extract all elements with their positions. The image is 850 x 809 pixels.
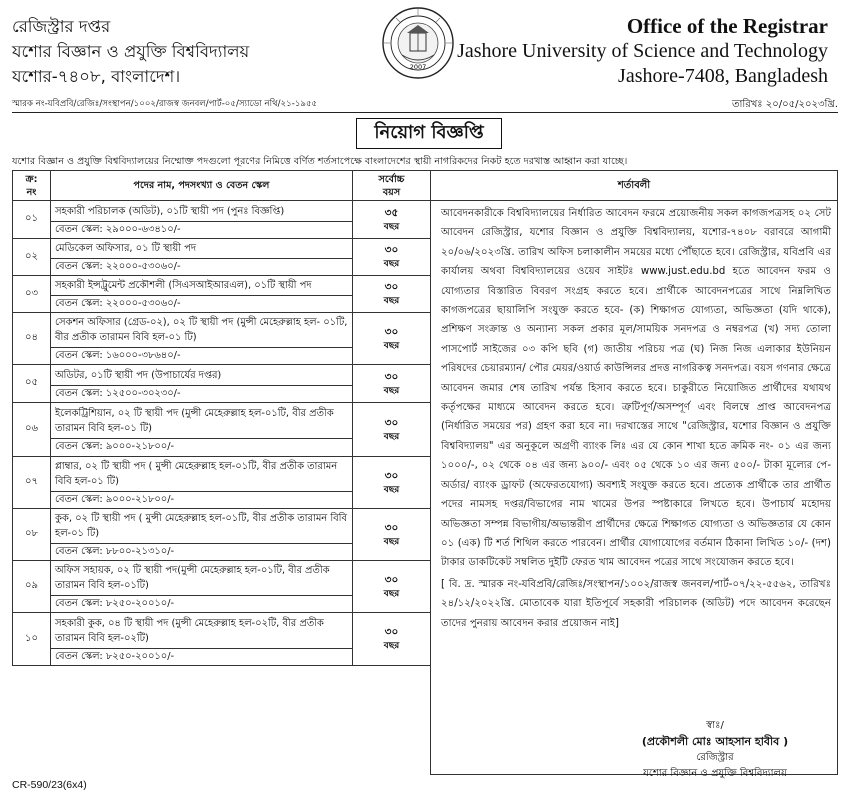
row-max-age xyxy=(353,239,431,276)
age-value: ৩৫ xyxy=(384,206,399,219)
office-name-bn: রেজিস্ট্রার দপ্তর xyxy=(12,17,111,36)
post-name: সহকারী পরিচালক (অডিট), ০১টি স্থায়ী পদ (পুনঃ বিজ্ঞপ্তি) xyxy=(55,205,285,217)
logo-year: 2007 xyxy=(409,63,427,71)
pay-scale: বেতন স্কেল: ৮২৫০-২০০১০/- xyxy=(51,595,352,612)
signatory-name: (প্রকৌশলী মোঃ আহসান হাবীব ) xyxy=(641,735,789,748)
terms-note: [ বি. দ্র. স্মারক নং-যবিপ্রবি/রেজিঃ/সংস্থাপন/১০০২/রাজস্ব জনবল/পার্ট-০৭/২২-৫৫৬২, তারিখঃ ২৪/১২/২০২২খ্রি. মোতাবেক যারা ইতিপূর্বে সহকারী পরিচালক (অডিট) পদে আবেদন করেছেন তাদের পুনরায় আবেদন করার প্রয়োজন নাই] xyxy=(441,578,831,629)
row-serial: ০৫ xyxy=(13,365,51,403)
reference-divider xyxy=(12,112,838,113)
row-max-age xyxy=(353,509,431,561)
row-post-cell xyxy=(51,239,353,276)
age-value: ৩০ xyxy=(384,573,399,586)
pay-scale: বেতন স্কেল: ৮৮০০-২১৩১০/- xyxy=(51,543,352,560)
address-en: Jashore-7408, Bangladesh xyxy=(618,65,828,87)
row-serial: ০২ xyxy=(13,239,51,276)
age-unit: বছর xyxy=(383,221,400,232)
row-post-cell xyxy=(51,613,353,666)
row-max-age xyxy=(353,561,431,613)
post-name: অডিটর, ০১টি স্থায়ী পদ (উপাচার্যের দপ্তর) xyxy=(55,369,222,381)
signatory-org: যশোর বিজ্ঞান ও প্রযুক্তি বিশ্ববিদ্যালয় xyxy=(643,768,787,779)
table-row xyxy=(13,403,431,457)
footer-code: CR-590/23(6x4) xyxy=(12,779,87,791)
pay-scale: বেতন স্কেল: ১২৫০০-৩০২৩০/- xyxy=(51,385,352,402)
table-row xyxy=(13,613,431,666)
age-value: ৩০ xyxy=(384,370,399,383)
row-post-cell xyxy=(51,561,353,613)
post-name: সেকশন অফিসার (গ্রেড-০২), ০২ টি স্থায়ী পদ (মুন্সী মেহেরুল্লাহ হল- ০১টি, বীর প্রতীক তারামন বিবি হল-০১ টি) xyxy=(55,317,348,343)
terms-text: আবেদনকারীকে বিশ্ববিদ্যালয়ের নির্ধারিত আবেদন ফরমে প্রয়োজনীয় সকল কাগজপত্রসহ ০২ সেট আবেদন রেজিস্ট্রার, যশোর বিজ্ঞান ও প্রযুক্তি বিশ্ববিদ্যালয়, যশোর-৭৪০৮ বরাবরে আগামী ২০/০৬/২০২৩খ্রি. তারিখ অফিস চলাকালীন সময়ের মধ্যে পৌঁছাতে হবে। রেজিস্ট্রার, যবিপ্রবি এর কার্যালয় অথবা বিশ্ববিদ্যালয়ের ওয়েব সাইটঃ www.just.edu.bd হতে আবেদন ফরম ও যোগ্যতার বিস্তারিত বিবরণ সংগ্রহ করতে হবে। প্রার্থীকে আবেদনপত্রের সাথে নিম্নলিখিত কাগজপত্রের ছায়ালিপি সংযুক্ত করতে হবে- (ক) শিক্ষাগত যোগ্যতা, অভিজ্ঞতা (যদি থাকে), প্রশিক্ষণ সংক্রান্ত ও অন্যান্য সকল প্রকার মূল/সাময়িক সনদপত্র ও নম্বরপত্র (খ) সদ্য তোলা পাসপোর্ট সাইজের ০৩ কপি ছবি (গ) জাতীয় পরিচয় পত্র (ঘ) নিজ নিজ এলাকার ইউনিয়ন পরিষদের চেয়ারম্যান/ পৌর মেয়র/ওয়ার্ড কাউন্সিলর প্রদত্ত নাগরিকত্ব সনদপত্র। বয়স গণনার ক্ষেত্রে আবেদন জমার শেষ তারিখ পর্যন্ত হিসাব করতে হবে। চাকুরীতে নিয়োজিত প্রার্থীদের যথাযথ কর্তৃপক্ষের মাধ্যমে আবেদন করতে হবে। ত্রুটিপূর্ণ/অসম্পূর্ণ এবং বিলম্বে প্রাপ্ত আবেদনপত্র (নির্ধারিত সময়ের পর) গ্রহণ করা হবে না। দরখাস্তের সাথে "রেজিস্ট্রার, যশোর বিজ্ঞান ও প্রযুক্তি বিশ্ববিদ্যালয়" এর অনুকূলে অগ্রণী ব্যাংক লিঃ এর যে কোন শাখা হতে ক্রমিক নং- ০১ এর জন্য ১০০০/-, ০২ থেকে ০৪ এর জন্য ৯০০/- এবং ০৫ থেকে ১০ এর জন্য ৫০০/- টাকা মূল্যের পে-অর্ডার/ ব্যাংক ড্রাফট (অফেরতযোগ্য) অবশ্যই সংযুক্ত করতে হবে। প্রত্যেক প্রার্থীকে তার প্রার্থীত পদের নামসহ দপ্তর/বিভাগের নাম খামের উপর স্পষ্টাকারে লিখতে হবে। উপাচার্য মহোদয় অভিজ্ঞতা সম্পন্ন বিভাগীয়/অভ্যন্তরীণ প্রার্থীদের ক্ষেত্রে শিক্ষাগত যোগ্যতা ও অভিজ্ঞতার যে কোন ০১ (এক) টি শর্ত শিথিল করতে পারবেন। প্রার্থীর যোগাযোগের বর্তমান ঠিকানা লিখিত ১০/- (দশ) টাকার ডাকটিকেট সম্বলিত দুইটি ফেরত খাম আবেদন পত্রের সাথে সংযোজন করতে হবে। xyxy=(441,208,831,569)
table-row xyxy=(13,365,431,403)
row-serial: ০৭ xyxy=(13,457,51,509)
age-unit: বছর xyxy=(383,536,400,547)
row-max-age xyxy=(353,276,431,313)
letterhead xyxy=(0,0,850,95)
posts-table xyxy=(12,170,431,666)
pay-scale: বেতন স্কেল: ২৯০০০-৬৩৪১০/- xyxy=(51,221,352,238)
pay-scale: বেতন স্কেল: ২২০০০-৫৩০৬০/- xyxy=(51,295,352,312)
letterhead-english xyxy=(418,14,828,89)
row-max-age xyxy=(353,613,431,666)
age-unit: বছর xyxy=(383,259,400,269)
row-post-cell xyxy=(51,457,353,509)
row-serial: ০১ xyxy=(13,201,51,239)
age-unit: বছর xyxy=(383,340,400,351)
table-row xyxy=(13,509,431,561)
row-serial: ০৮ xyxy=(13,509,51,561)
age-value: ৩০ xyxy=(384,416,399,429)
post-name: মেডিকেল অফিসার, ০১ টি স্থায়ী পদ xyxy=(55,243,197,254)
age-unit: বছর xyxy=(383,385,400,396)
pay-scale: বেতন স্কেল: ৯০০০-২১৮০০/- xyxy=(51,438,352,455)
post-name: কুক, ০২ টি স্থায়ী পদ ( মুন্সী মেহেরুল্লাহ হল-০১টি, বীর প্রতীক তারামন বিবি হল-০১ টি) xyxy=(55,513,347,539)
age-value: ৩০ xyxy=(384,244,399,256)
header-age: সর্বোচ্চ বয়স xyxy=(353,171,431,201)
pay-scale: বেতন স্কেল: ৮২৫০-২০০১০/- xyxy=(51,648,352,665)
pay-scale: বেতন স্কেল: ২২০০০-৫৩০৬০/- xyxy=(51,258,352,275)
age-unit: বছর xyxy=(383,296,400,306)
header-post: পদের নাম, পদসংখ্যা ও বেতন স্কেল xyxy=(51,171,353,201)
age-value: ৩০ xyxy=(384,281,399,293)
post-name: সহকারী ইন্সট্রুমেন্ট প্রকৌশলী (সিএসআইআরএল), ০১টি স্থায়ী পদ xyxy=(55,280,312,291)
signatory-title: রেজিস্ট্রার xyxy=(696,752,734,763)
row-serial: ০৯ xyxy=(13,561,51,613)
age-unit: বছর xyxy=(383,484,400,495)
row-post-cell xyxy=(51,276,353,313)
memo-number: স্মারক নং-যবিপ্রবি/রেজিঃ/সংস্থাপন/১০০২/রাজস্ব জনবল/পার্ট-০৫/স্যাডো নথি/২১-১৯৫৫ xyxy=(12,99,318,109)
row-post-cell xyxy=(51,313,353,365)
table-row xyxy=(13,457,431,509)
table-row xyxy=(13,201,431,239)
row-max-age xyxy=(353,201,431,239)
age-value: ৩০ xyxy=(384,469,399,482)
row-post-cell xyxy=(51,403,353,457)
notice-title: নিয়োগ বিজ্ঞপ্তি xyxy=(356,118,502,149)
post-name: সহকারী কুক, ০৪ টি স্থায়ী পদ (মুন্সী মেহেরুল্লাহ হল-০২টি, বীর প্রতীক তারামন বিবি হল-০২টি) xyxy=(55,617,324,644)
row-max-age xyxy=(353,457,431,509)
row-max-age xyxy=(353,313,431,365)
row-serial: ১০ xyxy=(13,613,51,666)
table-row xyxy=(13,239,431,276)
pay-scale: বেতন স্কেল: ১৬০০০-৩৮৬৪০/- xyxy=(51,347,352,364)
table-row xyxy=(13,313,431,365)
row-post-cell xyxy=(51,509,353,561)
terms-header: শর্তাবলী xyxy=(431,171,837,201)
pay-scale: বেতন স্কেল: ৯০০০-২১৮০০/- xyxy=(51,491,352,508)
age-unit: বছর xyxy=(383,641,400,651)
intro-text: যশোর বিজ্ঞান ও প্রযুক্তি বিশ্ববিদ্যালয়ের নিম্মোক্ত পদগুলো পূরণের নিমিত্তে বর্ণিত শর্তসাপেক্ষে বাংলাদেশের স্থায়ী নাগরিকদের নিকট হতে দরখাস্ত আহ্বান করা যাচ্ছে। xyxy=(12,156,628,167)
terms-section xyxy=(430,170,838,775)
reference-row xyxy=(12,97,838,113)
post-name: অফিস সহায়ক, ০২ টি স্থায়ী পদ(মুন্সী মেহেরুল্লাহ হল-০১টি, বীর প্রতীক তারামন বিবি হল-০১টি) xyxy=(55,565,330,591)
table-row xyxy=(13,561,431,613)
university-name-bn: যশোর বিজ্ঞান ও প্রযুক্তি বিশ্ববিদ্যালয় xyxy=(12,42,250,61)
age-value: ৩০ xyxy=(384,325,399,338)
signature-mark: স্বাঃ/ xyxy=(706,720,724,731)
table-header-row xyxy=(13,171,431,201)
age-unit: বছর xyxy=(383,431,400,442)
row-serial: ০৪ xyxy=(13,313,51,365)
row-serial: ০৩ xyxy=(13,276,51,313)
header-serial: ক্র: নং xyxy=(13,171,51,201)
row-max-age xyxy=(353,403,431,457)
address-bn: যশোর-৭৪০৮, বাংলাদেশ। xyxy=(12,67,181,86)
row-serial: ০৬ xyxy=(13,403,51,457)
letterhead-bangla xyxy=(12,14,342,89)
age-value: ৩০ xyxy=(384,626,399,638)
age-unit: বছর xyxy=(383,588,400,599)
notice-date: তারিখঃ ২০/০৫/২০২৩খ্রি. xyxy=(731,99,838,110)
office-name-en: Office of the Registrar xyxy=(626,14,828,38)
post-name: ইলেকট্রিশিয়ান, ০২ টি স্থায়ী পদ (মুন্সী মেহেরুল্লাহ হল-০১টি, বীর প্রতীক তারামন বিবি হল-০১ টি) xyxy=(55,408,334,434)
row-post-cell xyxy=(51,201,353,239)
age-value: ৩০ xyxy=(384,521,399,534)
row-post-cell xyxy=(51,365,353,403)
post-name: প্লাম্বার, ০২ টি স্থায়ী পদ ( মুন্সী মেহেরুল্লাহ হল-০১টি, বীর প্রতীক তারামন বিবি হল-০১ টি) xyxy=(55,461,338,487)
university-name-en: Jashore University of Science and Technology xyxy=(457,40,828,62)
signature-block xyxy=(600,718,830,782)
terms-body xyxy=(431,201,837,633)
table-row xyxy=(13,276,431,313)
row-max-age xyxy=(353,365,431,403)
